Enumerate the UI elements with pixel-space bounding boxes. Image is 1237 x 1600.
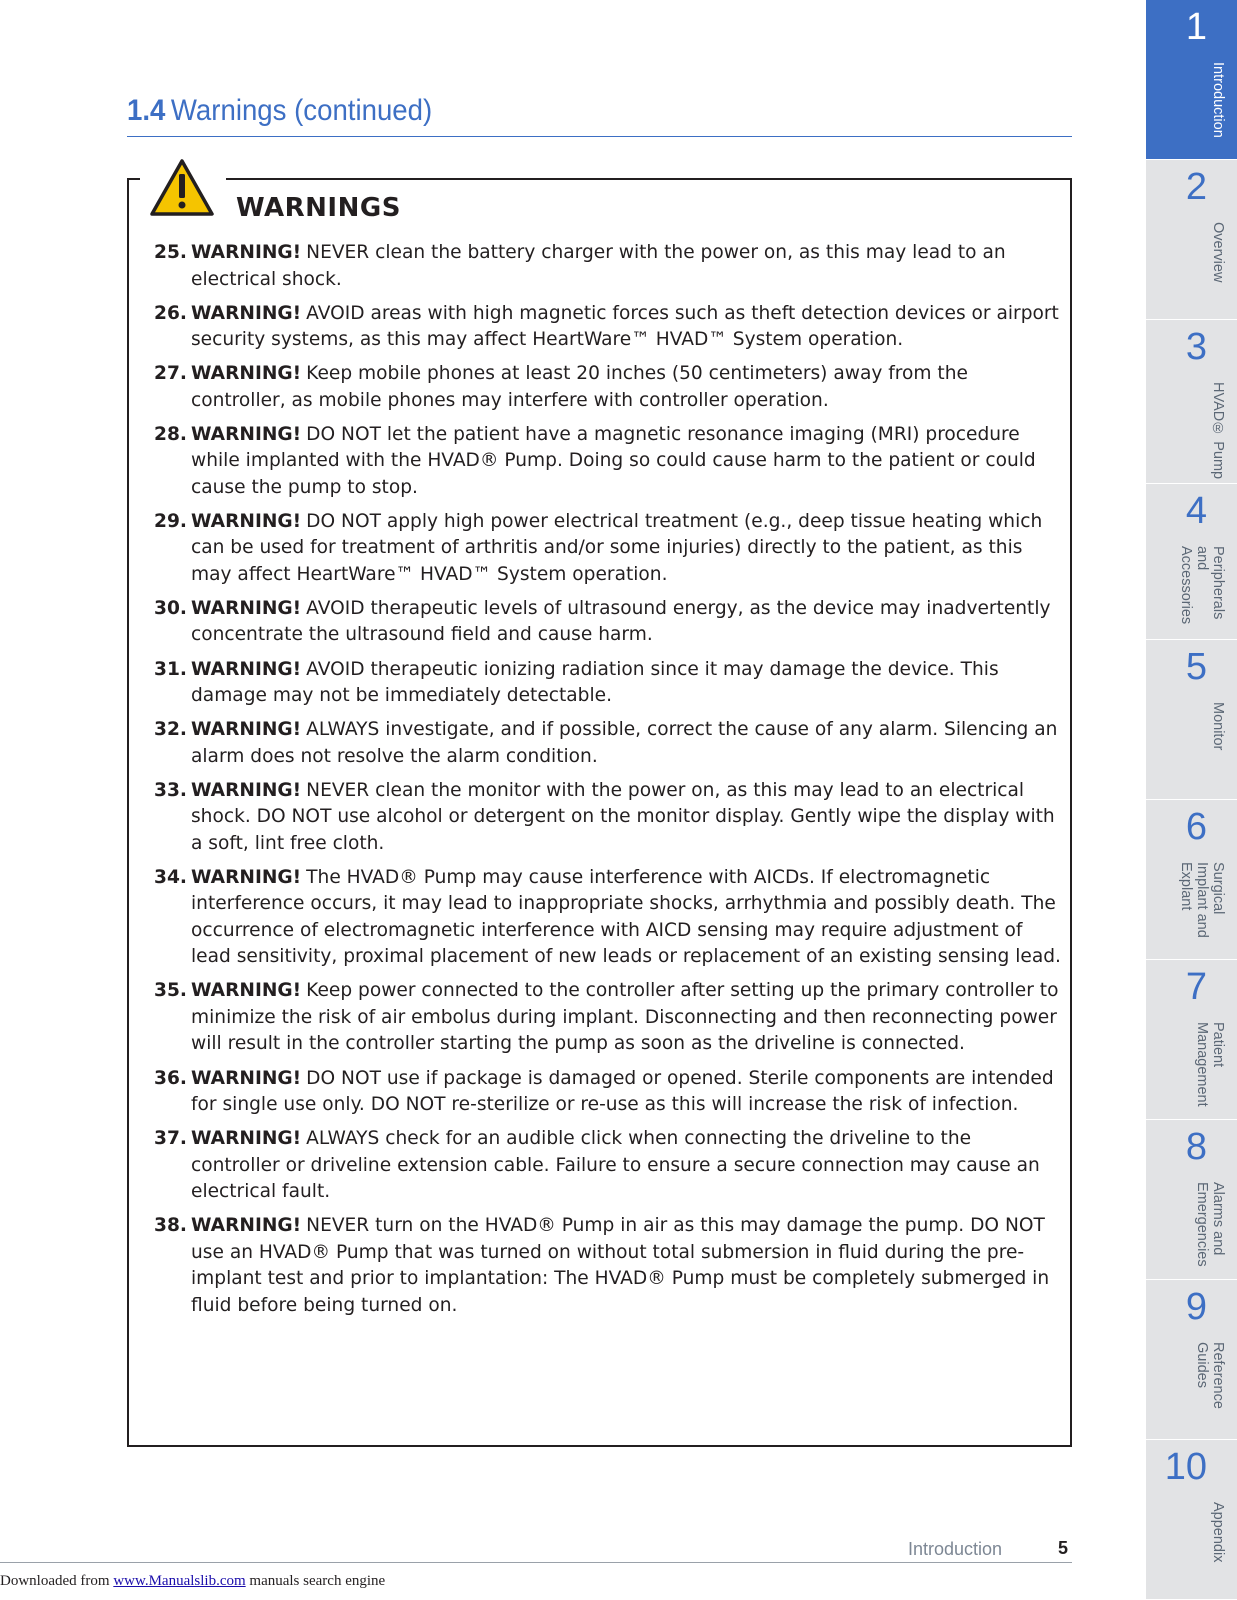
chapter-tab-number: 9 <box>1185 1286 1207 1328</box>
warning-icon-container <box>140 156 226 222</box>
warnings-heading: WARNINGS <box>236 193 401 223</box>
warning-item <box>148 778 1063 858</box>
footer-section-name: Introduction <box>908 1539 1003 1559</box>
warning-item <box>148 1066 1063 1119</box>
warning-text: NEVER clean the battery charger with the power on, as this may lead to an electrical shock. <box>191 242 1006 290</box>
warning-number: 34. <box>154 866 187 888</box>
chapter-tab-number: 8 <box>1185 1126 1207 1168</box>
chapter-tab-label: Surgical Implant and Explant <box>1178 862 1226 938</box>
warning-item <box>148 865 1063 971</box>
warning-label: WARNING! <box>191 980 302 1002</box>
warning-item <box>148 657 1063 710</box>
warning-label: WARNING! <box>191 866 302 888</box>
warning-text: DO NOT let the patient have a magnetic resonance imaging (MRI) procedure while implanted with the HVAD® Pump. Doing so could cause harm to the patient or could cause the pump to stop. <box>191 423 1036 498</box>
warning-label: WARNING! <box>191 779 302 801</box>
chapter-tab-number: 4 <box>1185 490 1207 532</box>
warning-label: WARNING! <box>191 597 302 619</box>
warning-label: WARNING! <box>191 302 302 324</box>
warning-number: 28. <box>154 423 187 445</box>
chapter-tabs <box>1146 0 1237 1600</box>
warnings-list <box>148 240 1063 1327</box>
chapter-tab-label: Monitor <box>1210 702 1226 751</box>
warning-number: 36. <box>154 1067 187 1089</box>
warning-label: WARNING! <box>191 658 302 680</box>
warning-number: 30. <box>154 597 187 619</box>
warning-label: WARNING! <box>191 363 302 385</box>
warning-triangle-icon <box>150 158 214 218</box>
warning-label: WARNING! <box>191 719 302 741</box>
chapter-tab-number: 10 <box>1164 1446 1207 1488</box>
warning-item <box>148 717 1063 770</box>
warning-number: 25. <box>154 242 187 263</box>
chapter-tab-8[interactable] <box>1146 1120 1237 1280</box>
section-title-text: Warnings (continued) <box>170 94 433 127</box>
warning-item <box>148 978 1063 1058</box>
page-number: 5 <box>1058 1538 1069 1558</box>
chapter-tab-4[interactable] <box>1146 484 1237 640</box>
warning-label: WARNING! <box>191 1215 302 1237</box>
warning-number: 31. <box>154 658 187 680</box>
warning-label: WARNING! <box>191 510 302 532</box>
chapter-tab-number: 1 <box>1185 6 1207 48</box>
warning-item <box>148 422 1063 502</box>
warning-item <box>148 1213 1063 1319</box>
warning-text: Keep mobile phones at least 20 inches (50 centimeters) away from the controller, as mobile phones may interfere with controller operation. <box>191 363 968 411</box>
chapter-tab-label: Introduction <box>1210 62 1226 138</box>
warning-label: WARNING! <box>191 423 302 445</box>
section-title <box>127 96 996 126</box>
warning-text: AVOID areas with high magnetic forces such as theft detection devices or airport security systems, as this may affect HeartWare™ HVAD™ System operation. <box>191 302 1059 351</box>
manualslib-link[interactable]: www.Manualslib.com <box>113 1573 246 1589</box>
warning-number: 37. <box>154 1128 187 1150</box>
warning-item <box>148 596 1063 649</box>
warning-text: DO NOT use if package is damaged or opened. Sterile components are intended for single use only. DO NOT re-sterilize or re-use as this will increase the risk of infection. <box>191 1067 1054 1116</box>
download-suffix: manuals search engine <box>249 1573 386 1589</box>
warning-item <box>148 301 1063 354</box>
chapter-tab-label: Appendix <box>1210 1502 1226 1563</box>
chapter-tab-9[interactable] <box>1146 1280 1237 1440</box>
warning-text: The HVAD® Pump may cause interference with AICDs. If electromagnetic interference occurs, it may lead to inappropriate shocks, arrhythmia and possibly death. The occurrence of electromagnetic interference with AICD sensing may require adjustment of lead sensitivity, proximal placement of new leads or replacement of an existing sensing lead. <box>191 866 1061 968</box>
chapter-tab-1[interactable] <box>1146 0 1237 160</box>
download-prefix: Downloaded from <box>0 1573 110 1589</box>
download-notice <box>0 1573 385 1590</box>
warning-text: Keep power connected to the controller after setting up the primary controller to minimize the risk of air embolus during implant. Disconnecting and then reconnecting power will result in the controller starting the pump as soon as the driveline is connected. <box>191 980 1059 1055</box>
warning-text: NEVER clean the monitor with the power on, as this may lead to an electrical shock. DO NOT use alcohol or detergent on the monitor display. Gently wipe the display with a soft, lint free cloth. <box>191 779 1055 854</box>
warning-number: 35. <box>154 980 187 1002</box>
warning-number: 29. <box>154 510 187 532</box>
chapter-tab-label: Alarms and Emergencies <box>1194 1182 1226 1267</box>
chapter-tab-6[interactable] <box>1146 800 1237 960</box>
warning-number: 26. <box>154 302 187 324</box>
chapter-tab-label: Reference Guides <box>1194 1342 1226 1409</box>
warning-text: AVOID therapeutic levels of ultrasound energy, as the device may inadvertently concentrate the ultrasound field and cause harm. <box>191 597 1051 646</box>
warning-item <box>148 361 1063 414</box>
warning-text: AVOID therapeutic ionizing radiation since it may damage the device. This damage may not be immediately detectable. <box>191 658 999 707</box>
chapter-tab-7[interactable] <box>1146 960 1237 1120</box>
chapter-tab-number: 3 <box>1185 326 1207 368</box>
warning-item <box>148 240 1063 293</box>
chapter-tab-label: Overview <box>1210 222 1226 283</box>
warning-text: ALWAYS check for an audible click when connecting the driveline to the controller or driveline extension cable. Failure to ensure a secure connection may cause an electrical fault. <box>191 1128 1040 1203</box>
warning-label: WARNING! <box>191 1128 302 1150</box>
chapter-tab-number: 6 <box>1185 806 1207 848</box>
warning-number: 27. <box>154 363 187 385</box>
warning-label: WARNING! <box>191 242 302 263</box>
footer-divider <box>0 1562 1072 1563</box>
warning-text: ALWAYS investigate, and if possible, correct the cause of any alarm. Silencing an alarm does not resolve the alarm condition. <box>191 719 1058 767</box>
warning-label: WARNING! <box>191 1067 302 1089</box>
warning-number: 38. <box>154 1215 187 1237</box>
chapter-tab-3[interactable] <box>1146 320 1237 484</box>
chapter-tab-10[interactable] <box>1146 1440 1237 1600</box>
warning-text: NEVER turn on the HVAD® Pump in air as this may damage the pump. DO NOT use an HVAD® Pump that was turned on without total submersion in fluid during the pre-implant test and prior to implantation: The HVAD® Pump must be completely submerged in fluid before being turned on. <box>191 1215 1050 1316</box>
chapter-tab-number: 7 <box>1185 966 1207 1008</box>
chapter-tab-2[interactable] <box>1146 160 1237 320</box>
warning-number: 32. <box>154 719 187 741</box>
warning-number: 33. <box>154 779 187 801</box>
chapter-tab-label: Patient Management <box>1194 1022 1226 1107</box>
chapter-tab-label: Peripherals and Accessories <box>1178 546 1226 625</box>
chapter-tab-5[interactable] <box>1146 640 1237 800</box>
title-divider <box>127 136 1072 137</box>
warning-item <box>148 1126 1063 1206</box>
chapter-tab-label: HVAD® Pump <box>1210 382 1226 480</box>
chapter-tab-number: 2 <box>1185 166 1207 208</box>
warning-text: DO NOT apply high power electrical treatment (e.g., deep tissue heating which can be used for treatment of arthritis and/or some injuries) directly to the patient, as this may affect HeartWare™ HVAD™ System operation. <box>191 510 1043 585</box>
warning-item <box>148 509 1063 589</box>
chapter-tab-number: 5 <box>1185 646 1207 688</box>
section-number: 1.4 <box>127 94 166 127</box>
